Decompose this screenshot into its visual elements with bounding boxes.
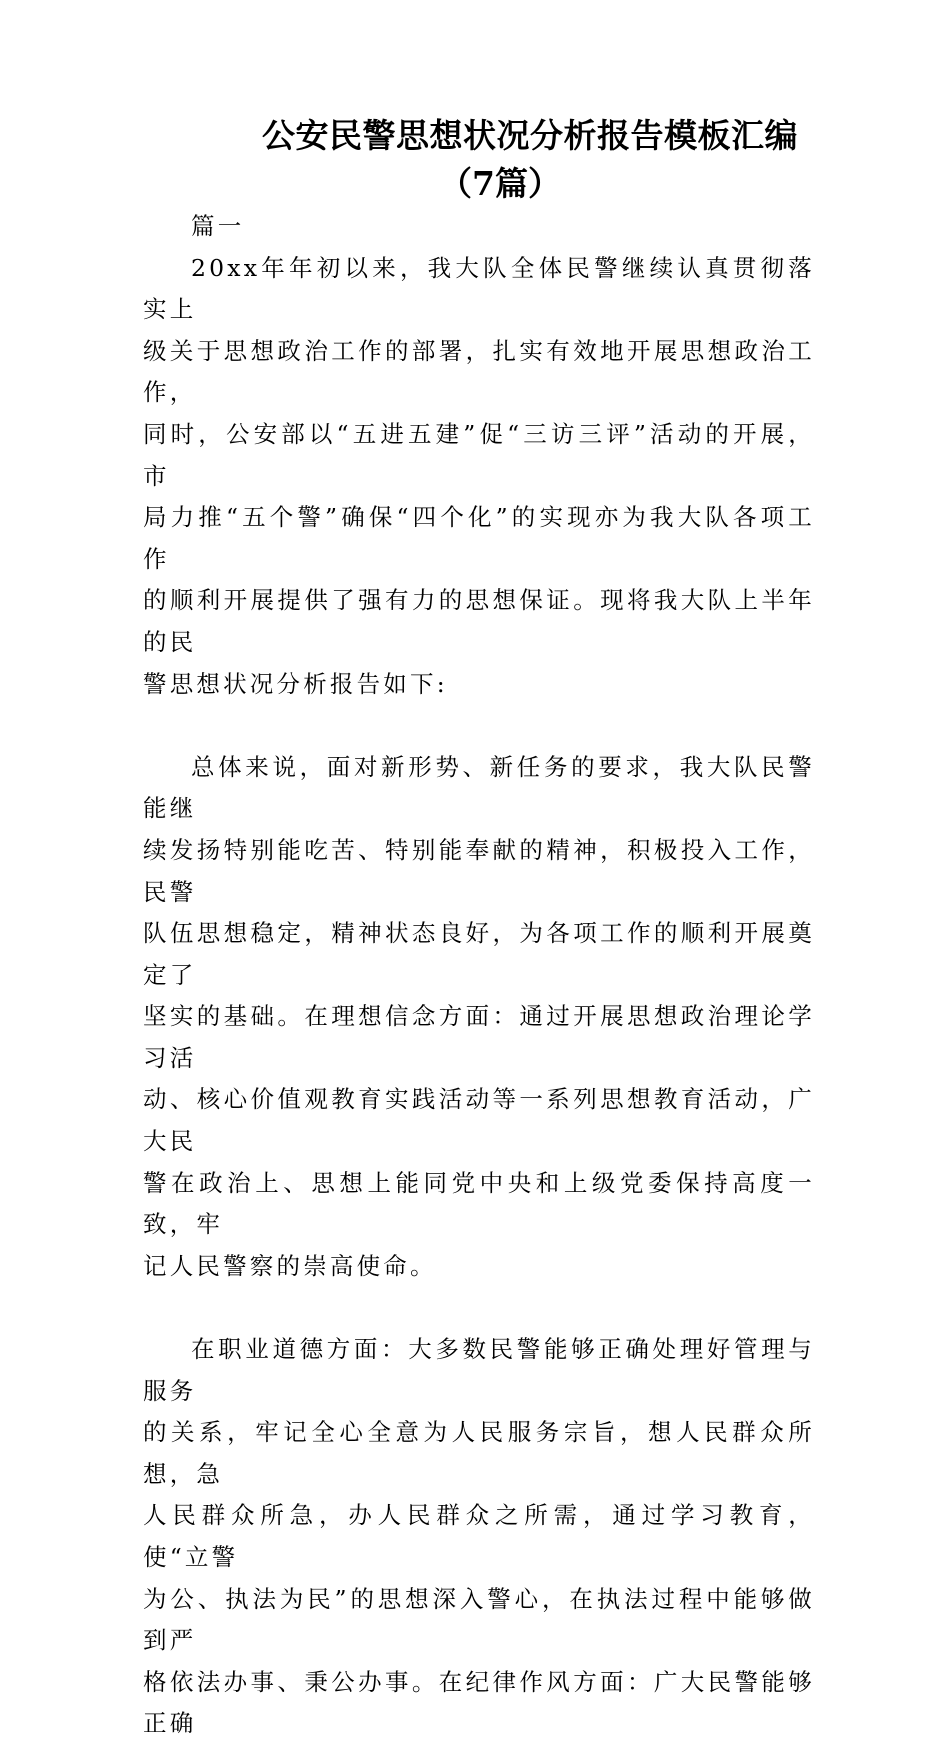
paragraph-1: 20xx年年初以来，我大队全体民警继续认真贯彻落实上 级关于思想政治工作的部署，扎实有效地开展思想政治工作， 同时，公安部以“五进五建”促“三访三评”活动的开展，市 局力推“五个警”确保“四个化”的实现亦为我大队各项工作 的顺利开展提供了强有力的思想保证。现将我大队上半年的民 警思想状况分析报告如下:	[143, 253, 815, 698]
paragraph-2: 总体来说，面对新形势、新任务的要求，我大队民警能继 续发扬特别能吃苦、特别能奉献的精神，积极投入工作，民警 队伍思想稳定，精神状态良好，为各项工作的顺利开展奠定了 坚实的基础。在理想信念方面：通过开展思想政治理论学习活 动、核心价值观教育实践活动等一系列思想教育活动，广大民 警在政治上、思想上能同党中央和上级党委保持高度一致，牢 记人民警察的崇高使命。	[143, 752, 815, 1280]
title-subtitle-line: （7篇）	[439, 164, 561, 203]
paragraph-3: 在职业道德方面：大多数民警能够正确处理好管理与服务 的关系，牢记全心全意为人民服务宗旨，想人民群众所想，急 人民群众所急，办人民群众之所需，通过学习教育，使“立警 为公、执法为民”的思想深入警心，在执法过程中能够做到严 格依法办事、秉公办事。在纪律作风方面：广大民警能够正确	[143, 1335, 815, 1738]
paragraph-spacer	[143, 1287, 815, 1329]
title-main-line: 公安民警思想状况分析报告模板汇编	[262, 116, 798, 155]
document-title	[140, 112, 860, 208]
document-body	[143, 206, 815, 1745]
section-label: 篇一	[191, 212, 245, 240]
paragraph-spacer	[143, 705, 815, 747]
